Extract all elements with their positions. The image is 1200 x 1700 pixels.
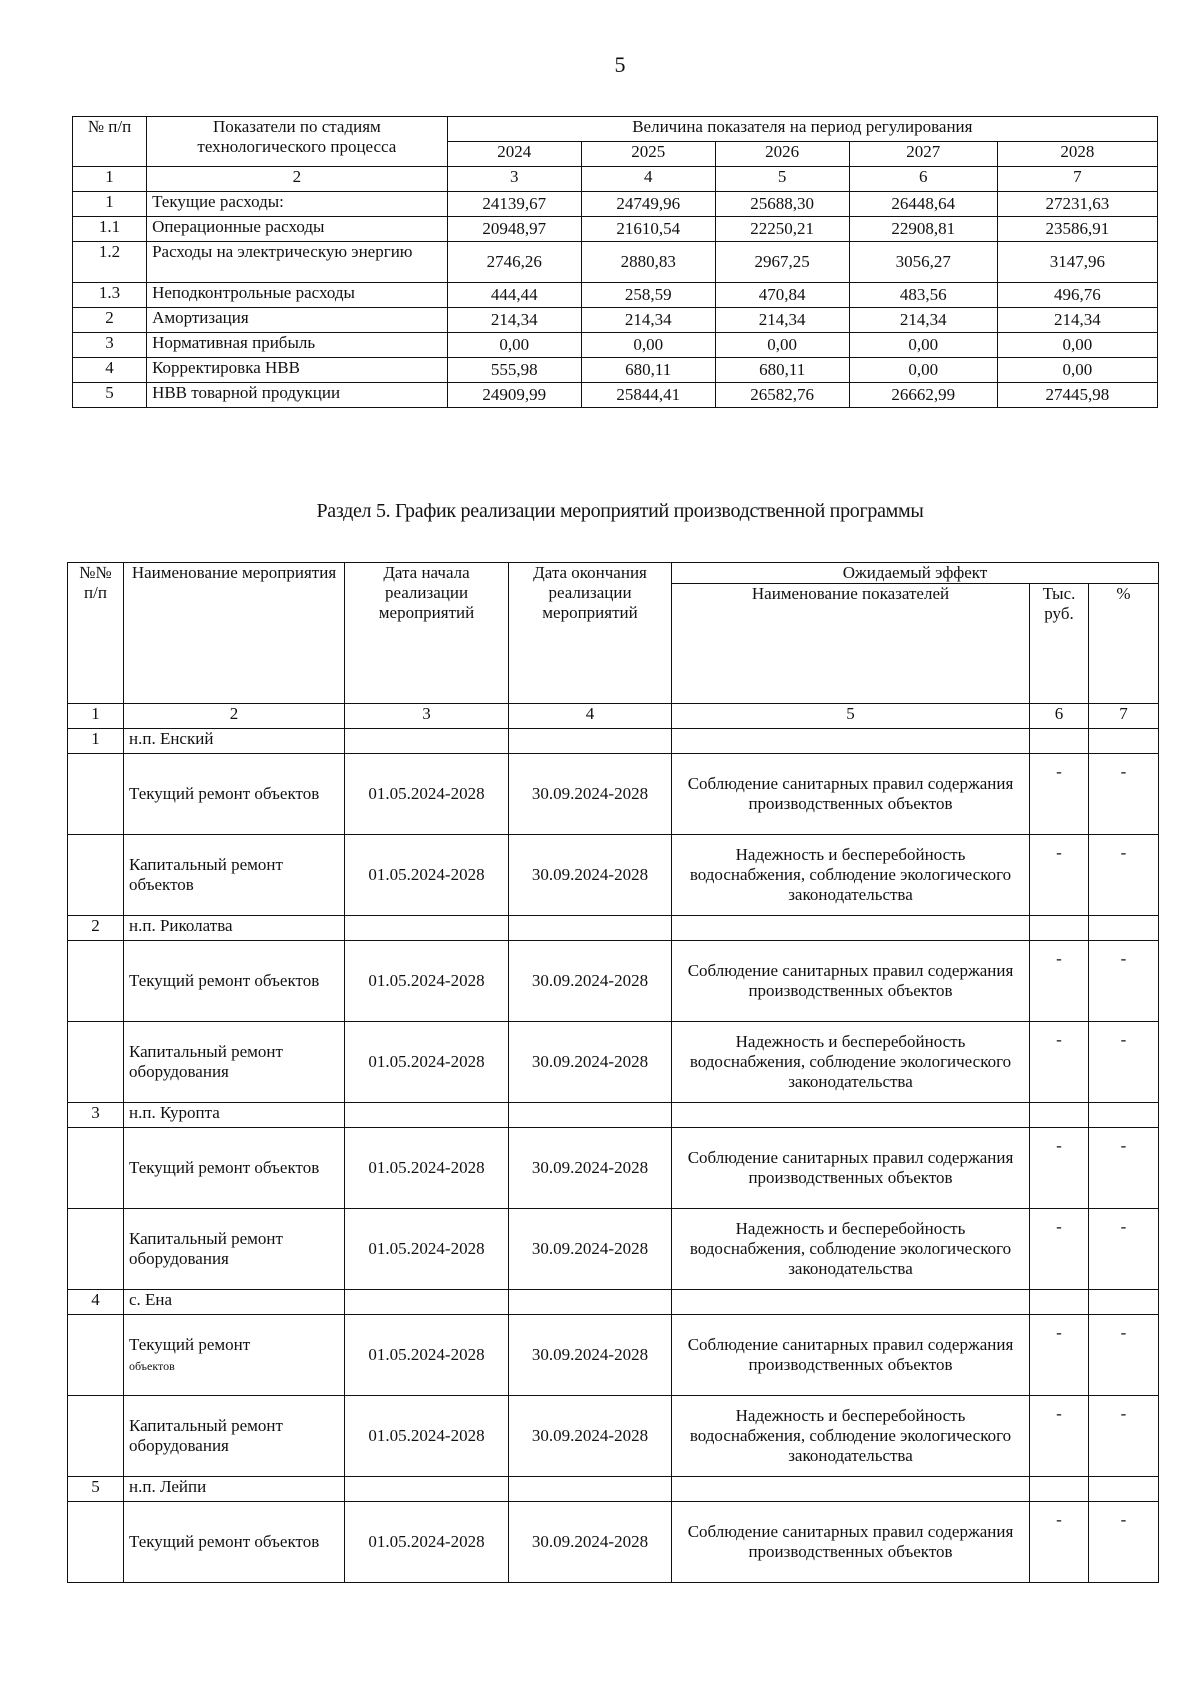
table-row [73, 358, 1158, 383]
header-year: 2027 [849, 142, 997, 167]
table-row [73, 192, 1158, 217]
measure-start: 01.05.2024-2028 [345, 1022, 509, 1103]
measure-name [124, 941, 345, 1022]
measure-name-text: Текущий ремонт объектов [129, 1532, 320, 1551]
row-value: 0,00 [447, 333, 581, 358]
group-place: н.п. Лейпи [124, 1477, 345, 1502]
empty-cell [1030, 1103, 1089, 1128]
row-num: 2 [73, 308, 147, 333]
measure-thousand: - [1030, 1396, 1089, 1477]
measure-row [68, 1128, 1159, 1209]
row-value: 0,00 [849, 358, 997, 383]
index-cell: 1 [73, 167, 147, 192]
measure-effect: Надежность и бесперебойность водоснабжения, соблюдение экологического законодательства [672, 1022, 1030, 1103]
index-cell: 7 [1089, 704, 1159, 729]
row-value: 214,34 [715, 308, 849, 333]
empty-cell [1089, 729, 1159, 754]
index-cell: 7 [997, 167, 1157, 192]
measure-name-text: Капитальный ремонт оборудования [129, 1229, 283, 1268]
empty-cell [68, 1315, 124, 1396]
row-value: 20948,97 [447, 217, 581, 242]
row-value: 26448,64 [849, 192, 997, 217]
index-cell: 4 [581, 167, 715, 192]
measure-percent: - [1089, 1502, 1159, 1583]
measure-row [68, 1315, 1159, 1396]
row-value: 555,98 [447, 358, 581, 383]
measure-name-small: объектов [129, 1358, 175, 1373]
measure-start: 01.05.2024-2028 [345, 835, 509, 916]
row-num: 5 [73, 383, 147, 408]
measure-thousand: - [1030, 941, 1089, 1022]
row-name: Операционные расходы [147, 217, 448, 242]
measure-effect: Надежность и бесперебойность водоснабжения, соблюдение экологического законодательства [672, 835, 1030, 916]
row-value: 3056,27 [849, 242, 997, 283]
row-num: 1.2 [73, 242, 147, 283]
row-num: 1 [73, 192, 147, 217]
header-end: Дата окончания реализации мероприятий [509, 563, 672, 704]
measure-thousand: - [1030, 835, 1089, 916]
measure-row [68, 1396, 1159, 1477]
empty-cell [672, 1477, 1030, 1502]
header-year: 2028 [997, 142, 1157, 167]
empty-cell [1030, 1477, 1089, 1502]
measure-start: 01.05.2024-2028 [345, 941, 509, 1022]
empty-cell [345, 1290, 509, 1315]
schedule-table [67, 562, 1159, 1583]
measure-name-text: Текущий ремонт объектов [129, 971, 320, 990]
header-year: 2026 [715, 142, 849, 167]
row-value: 24749,96 [581, 192, 715, 217]
empty-cell [68, 1209, 124, 1290]
row-value: 680,11 [581, 358, 715, 383]
row-value: 496,76 [997, 283, 1157, 308]
header-thousand: Тыс. руб. [1030, 584, 1089, 704]
row-value: 680,11 [715, 358, 849, 383]
row-value: 23586,91 [997, 217, 1157, 242]
measure-thousand: - [1030, 1315, 1089, 1396]
measure-row [68, 941, 1159, 1022]
row-value: 0,00 [997, 333, 1157, 358]
row-value: 22908,81 [849, 217, 997, 242]
measure-end: 30.09.2024-2028 [509, 1128, 672, 1209]
row-value: 470,84 [715, 283, 849, 308]
header-name: Наименование мероприятия [124, 563, 345, 704]
index-cell: 5 [715, 167, 849, 192]
measure-start: 01.05.2024-2028 [345, 1128, 509, 1209]
row-value: 0,00 [581, 333, 715, 358]
empty-cell [345, 729, 509, 754]
measure-start: 01.05.2024-2028 [345, 1209, 509, 1290]
row-value: 22250,21 [715, 217, 849, 242]
row-num: 1.3 [73, 283, 147, 308]
header-effect-name: Наименование показателей [672, 584, 1030, 704]
empty-cell [68, 754, 124, 835]
row-value: 27445,98 [997, 383, 1157, 408]
empty-cell [68, 835, 124, 916]
measure-thousand: - [1030, 1209, 1089, 1290]
empty-cell [509, 1290, 672, 1315]
index-cell: 3 [345, 704, 509, 729]
row-name: Текущие расходы: [147, 192, 448, 217]
measure-effect: Надежность и бесперебойность водоснабжения, соблюдение экологического законодательства [672, 1209, 1030, 1290]
index-cell: 6 [1030, 704, 1089, 729]
measure-percent: - [1089, 1128, 1159, 1209]
measure-thousand: - [1030, 1022, 1089, 1103]
row-name: НВВ товарной продукции [147, 383, 448, 408]
row-name: Корректировка НВВ [147, 358, 448, 383]
page-number: 5 [614, 52, 626, 77]
empty-cell [1030, 916, 1089, 941]
measure-effect: Соблюдение санитарных правил содержания производственных объектов [672, 1128, 1030, 1209]
header-year: 2024 [447, 142, 581, 167]
measure-effect: Соблюдение санитарных правил содержания производственных объектов [672, 754, 1030, 835]
measure-name [124, 1209, 345, 1290]
header-effect: Ожидаемый эффект [672, 563, 1159, 584]
header-indicator: Показатели по стадиям технологического процесса [147, 117, 448, 167]
row-value: 0,00 [849, 333, 997, 358]
empty-cell [68, 1396, 124, 1477]
measure-percent: - [1089, 941, 1159, 1022]
header-start: Дата начала реализации мероприятий [345, 563, 509, 704]
row-value: 27231,63 [997, 192, 1157, 217]
row-value: 483,56 [849, 283, 997, 308]
row-value: 214,34 [849, 308, 997, 333]
measure-effect: Соблюдение санитарных правил содержания производственных объектов [672, 941, 1030, 1022]
measure-name [124, 1396, 345, 1477]
empty-cell [1089, 1290, 1159, 1315]
header-period: Величина показателя на период регулирования [447, 117, 1157, 142]
index-cell: 4 [509, 704, 672, 729]
empty-cell [672, 1290, 1030, 1315]
table-row [73, 333, 1158, 358]
group-num: 1 [68, 729, 124, 754]
empty-cell [1089, 916, 1159, 941]
row-name: Нормативная прибыль [147, 333, 448, 358]
empty-cell [345, 1103, 509, 1128]
index-cell: 3 [447, 167, 581, 192]
row-value: 0,00 [715, 333, 849, 358]
row-value: 26662,99 [849, 383, 997, 408]
index-cell: 1 [68, 704, 124, 729]
group-place: н.п. Куропта [124, 1103, 345, 1128]
row-value: 25844,41 [581, 383, 715, 408]
empty-cell [1089, 1103, 1159, 1128]
row-value: 258,59 [581, 283, 715, 308]
row-num: 4 [73, 358, 147, 383]
measure-end: 30.09.2024-2028 [509, 1502, 672, 1583]
table-row [73, 383, 1158, 408]
group-place: н.п. Енский [124, 729, 345, 754]
group-row [68, 1290, 1159, 1315]
empty-cell [672, 729, 1030, 754]
table-row [73, 242, 1158, 283]
measure-name-text: Текущий ремонт объектов [129, 784, 320, 803]
group-num: 5 [68, 1477, 124, 1502]
row-value: 0,00 [997, 358, 1157, 383]
group-row [68, 729, 1159, 754]
measure-percent: - [1089, 835, 1159, 916]
measure-effect: Соблюдение санитарных правил содержания производственных объектов [672, 1315, 1030, 1396]
index-cell: 5 [672, 704, 1030, 729]
measure-name-text: Капитальный ремонт оборудования [129, 1416, 283, 1455]
measure-end: 30.09.2024-2028 [509, 1022, 672, 1103]
empty-cell [509, 729, 672, 754]
group-num: 2 [68, 916, 124, 941]
empty-cell [68, 1128, 124, 1209]
measure-name [124, 1128, 345, 1209]
measure-start: 01.05.2024-2028 [345, 1315, 509, 1396]
group-row [68, 916, 1159, 941]
empty-cell [509, 1103, 672, 1128]
measure-thousand: - [1030, 1128, 1089, 1209]
measure-start: 01.05.2024-2028 [345, 1396, 509, 1477]
measure-row [68, 1502, 1159, 1583]
row-value: 3147,96 [997, 242, 1157, 283]
measure-percent: - [1089, 1209, 1159, 1290]
measure-thousand: - [1030, 754, 1089, 835]
header-num: №№ п/п [68, 563, 124, 704]
index-cell: 6 [849, 167, 997, 192]
group-row [68, 1477, 1159, 1502]
measure-name-text: Капитальный ремонт объектов [129, 855, 283, 894]
measure-percent: - [1089, 1315, 1159, 1396]
index-cell: 2 [147, 167, 448, 192]
header-year: 2025 [581, 142, 715, 167]
row-value: 214,34 [447, 308, 581, 333]
measure-row [68, 754, 1159, 835]
empty-cell [1030, 1290, 1089, 1315]
empty-cell [345, 916, 509, 941]
header-num: № п/п [73, 117, 147, 167]
measure-row [68, 1022, 1159, 1103]
row-value: 214,34 [581, 308, 715, 333]
measure-end: 30.09.2024-2028 [509, 1396, 672, 1477]
header-percent: % [1089, 584, 1159, 704]
measure-end: 30.09.2024-2028 [509, 1315, 672, 1396]
table-row [73, 308, 1158, 333]
row-value: 214,34 [997, 308, 1157, 333]
group-num: 3 [68, 1103, 124, 1128]
row-name: Амортизация [147, 308, 448, 333]
row-value: 24909,99 [447, 383, 581, 408]
group-place: с. Ена [124, 1290, 345, 1315]
measure-percent: - [1089, 1022, 1159, 1103]
row-num: 3 [73, 333, 147, 358]
empty-cell [509, 916, 672, 941]
index-cell: 2 [124, 704, 345, 729]
empty-cell [509, 1477, 672, 1502]
measure-name [124, 1315, 345, 1396]
measure-thousand: - [1030, 1502, 1089, 1583]
row-value: 24139,67 [447, 192, 581, 217]
empty-cell [1030, 729, 1089, 754]
row-value: 2880,83 [581, 242, 715, 283]
measure-start: 01.05.2024-2028 [345, 754, 509, 835]
group-num: 4 [68, 1290, 124, 1315]
measure-name-text: Капитальный ремонт оборудования [129, 1042, 283, 1081]
empty-cell [672, 916, 1030, 941]
measure-name [124, 1502, 345, 1583]
empty-cell [1089, 1477, 1159, 1502]
row-name: Неподконтрольные расходы [147, 283, 448, 308]
measure-start: 01.05.2024-2028 [345, 1502, 509, 1583]
row-value: 26582,76 [715, 383, 849, 408]
section-title: Раздел 5. График реализации мероприятий производственной программы [316, 500, 924, 522]
measure-end: 30.09.2024-2028 [509, 835, 672, 916]
measure-name [124, 835, 345, 916]
group-row [68, 1103, 1159, 1128]
measure-end: 30.09.2024-2028 [509, 941, 672, 1022]
row-num: 1.1 [73, 217, 147, 242]
row-name: Расходы на электрическую энергию [147, 242, 448, 283]
measure-row [68, 1209, 1159, 1290]
measure-end: 30.09.2024-2028 [509, 1209, 672, 1290]
measure-name [124, 754, 345, 835]
measure-end: 30.09.2024-2028 [509, 754, 672, 835]
measure-name-text: Текущий ремонт объектов [129, 1158, 320, 1177]
empty-cell [68, 1502, 124, 1583]
indicators-table [72, 116, 1158, 408]
measure-percent: - [1089, 754, 1159, 835]
measure-name-text: Текущий ремонт [129, 1334, 251, 1354]
measure-row [68, 835, 1159, 916]
row-value: 2746,26 [447, 242, 581, 283]
measure-effect: Надежность и бесперебойность водоснабжения, соблюдение экологического законодательства [672, 1396, 1030, 1477]
empty-cell [345, 1477, 509, 1502]
table-row [73, 283, 1158, 308]
row-value: 21610,54 [581, 217, 715, 242]
table-row [73, 217, 1158, 242]
group-place: н.п. Риколатва [124, 916, 345, 941]
measure-effect: Соблюдение санитарных правил содержания производственных объектов [672, 1502, 1030, 1583]
measure-name [124, 1022, 345, 1103]
row-value: 444,44 [447, 283, 581, 308]
row-value: 2967,25 [715, 242, 849, 283]
empty-cell [68, 941, 124, 1022]
row-value: 25688,30 [715, 192, 849, 217]
empty-cell [68, 1022, 124, 1103]
measure-percent: - [1089, 1396, 1159, 1477]
empty-cell [672, 1103, 1030, 1128]
